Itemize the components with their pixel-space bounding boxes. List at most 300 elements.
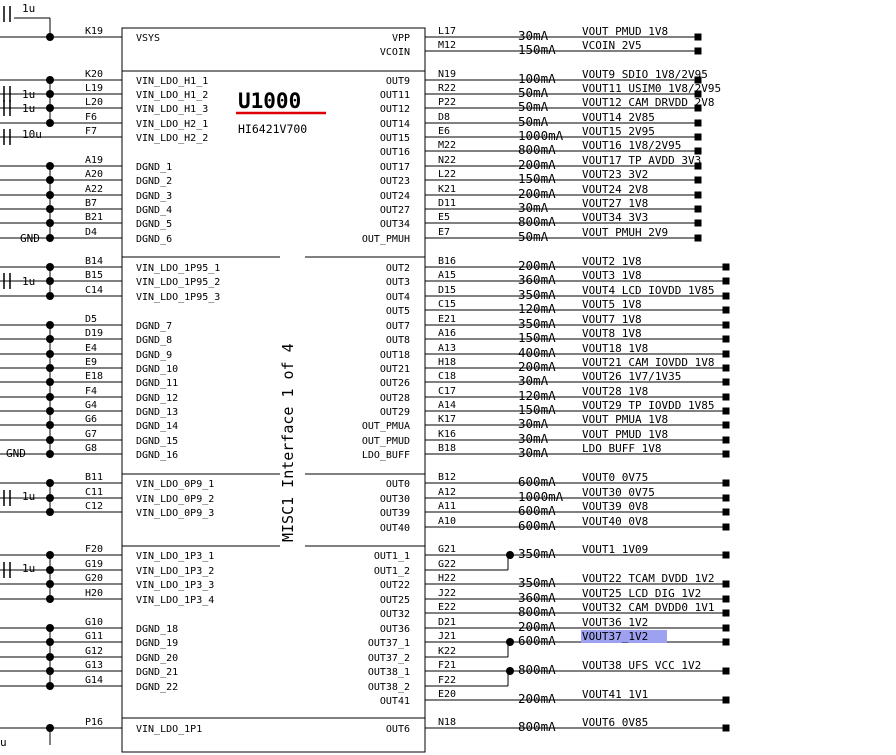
left-pad-number: F4 — [85, 386, 98, 397]
current-rating: 1000mA — [518, 128, 564, 143]
left-pad-number: B21 — [85, 212, 104, 223]
junction-dot — [46, 176, 54, 184]
right-pin-name: OUT27 — [379, 205, 410, 216]
left-pad-number: P16 — [85, 717, 104, 728]
left-pad-number: K19 — [85, 26, 104, 37]
left-pad-number: G6 — [85, 414, 98, 425]
current-rating: 30mA — [518, 416, 549, 431]
net-label[interactable]: VOUT41_1V1 — [582, 688, 649, 701]
net-terminal — [723, 668, 730, 675]
right-pin-name: OUT_PMUD — [361, 436, 410, 447]
right-pad-number: A14 — [438, 400, 457, 411]
net-label[interactable]: VOUT_PMUD_1V8 — [582, 25, 669, 38]
left-pin-name: VIN_LDO_0P9_2 — [136, 494, 215, 505]
left-pin-name: DGND_4 — [136, 205, 173, 216]
current-rating: 400mA — [518, 345, 556, 360]
net-terminal — [723, 596, 730, 603]
net-terminal — [723, 552, 730, 559]
net-label[interactable]: VOUT8_1V8 — [582, 327, 642, 340]
junction-dot — [46, 219, 54, 227]
left-pin-name: DGND_11 — [136, 378, 179, 389]
current-rating: 600mA — [518, 633, 556, 648]
net-label[interactable]: VOUT34_3V3 — [582, 211, 649, 224]
left-pad-number: D19 — [85, 328, 104, 339]
right-pad-number: H22 — [438, 573, 457, 584]
net-terminal — [695, 206, 702, 213]
left-pad-number: L19 — [85, 83, 104, 94]
right-pad-number: B12 — [438, 472, 457, 483]
left-pin-name: DGND_2 — [136, 176, 173, 187]
current-rating: 50mA — [518, 85, 549, 100]
junction-dot — [46, 595, 54, 603]
net-label[interactable]: VOUT4_LCD_IOVDD_1V85 — [582, 284, 715, 297]
current-rating: 200mA — [518, 186, 556, 201]
net-label[interactable]: VOUT1_1V09 — [582, 543, 649, 556]
right-pin-name: OUT26 — [379, 378, 410, 389]
current-rating: 350mA — [518, 287, 556, 302]
left-pin-name: DGND_16 — [136, 450, 179, 461]
junction-dot — [46, 653, 54, 661]
right-pad-number: N18 — [438, 717, 457, 728]
right-pin-name: OUT29 — [379, 407, 410, 418]
net-label[interactable]: VOUT28_1V8 — [582, 385, 649, 398]
net-terminal — [695, 120, 702, 127]
capacitor-value: 10u — [22, 128, 42, 141]
symbol-title: MISC1 Interface 1 of 4 — [279, 343, 297, 542]
right-pad-number: F21 — [438, 660, 457, 671]
left-pin-name: VIN_LDO_0P9_3 — [136, 508, 215, 519]
left-pad-number: F7 — [85, 126, 98, 137]
right-pad-number: M12 — [438, 40, 457, 51]
current-rating: 200mA — [518, 619, 556, 634]
left-pad-number: F20 — [85, 544, 104, 555]
left-pin-name: VIN_LDO_H1_2 — [136, 90, 209, 101]
junction-dot — [46, 162, 54, 170]
net-label[interactable]: VOUT22_TCAM_DVDD_1V2 — [582, 572, 715, 585]
right-pin-name: LDO_BUFF — [361, 450, 410, 461]
junction-dot — [46, 321, 54, 329]
net-terminal — [695, 220, 702, 227]
net-terminal — [723, 495, 730, 502]
current-rating: 350mA — [518, 546, 556, 561]
net-terminal — [723, 408, 730, 415]
net-terminal — [723, 524, 730, 531]
left-pad-number: H20 — [85, 588, 104, 599]
right-pin-name: OUT9 — [385, 76, 410, 87]
current-rating: 50mA — [518, 99, 549, 114]
net-terminal — [723, 351, 730, 358]
net-terminal — [723, 451, 730, 458]
junction-dot — [46, 494, 54, 502]
right-pin-name: OUT16 — [379, 147, 410, 158]
net-label[interactable]: VOUT38_UFS_VCC_1V2 — [582, 659, 702, 672]
net-label[interactable]: VOUT32_CAM_DVDD0_1V1 — [582, 601, 715, 614]
net-label[interactable]: VOUT17_TP_AVDD_3V3 — [582, 154, 702, 167]
net-terminal — [723, 422, 730, 429]
net-label[interactable]: VOUT27_1V8 — [582, 197, 649, 210]
right-pad-number: C15 — [438, 299, 457, 310]
right-pad-number: D8 — [438, 112, 451, 123]
left-pin-name: DGND_21 — [136, 667, 179, 678]
net-label[interactable]: VOUT24_2V8 — [582, 183, 649, 196]
left-pad-number: G20 — [85, 573, 104, 584]
left-pin-name: VIN_LDO_1P3_3 — [136, 580, 215, 591]
net-label[interactable]: VOUT15_2V95 — [582, 125, 655, 138]
right-pin-name: OUT37_2 — [367, 653, 410, 664]
left-pad-number: B15 — [85, 270, 104, 281]
junction-dot — [46, 479, 54, 487]
net-label[interactable]: VOUT2_1V8 — [582, 255, 642, 268]
left-pad-number: G8 — [85, 443, 98, 454]
net-terminal — [723, 610, 730, 617]
current-rating: 150mA — [518, 42, 556, 57]
right-pin-name: OUT1_1 — [373, 551, 410, 562]
right-pin-name: OUT7 — [385, 321, 410, 332]
net-terminal — [723, 725, 730, 732]
current-rating: 120mA — [518, 301, 556, 316]
left-pad-number: A20 — [85, 169, 104, 180]
right-pad-number: D21 — [438, 617, 457, 628]
left-pad-number: E4 — [85, 343, 98, 354]
junction-dot — [46, 364, 54, 372]
net-label[interactable]: VOUT39_0V8 — [582, 500, 649, 513]
left-pad-number: D4 — [85, 227, 98, 238]
current-rating: 600mA — [518, 503, 556, 518]
left-pin-name: VIN_LDO_1P3_4 — [136, 595, 215, 606]
right-pad-number: G22 — [438, 559, 457, 570]
left-pad-number: C12 — [85, 501, 104, 512]
net-label[interactable]: VCOIN_2V5 — [582, 39, 642, 52]
right-pin-name: VPP — [391, 33, 410, 44]
current-rating: 30mA — [518, 200, 549, 215]
right-pin-name: OUT25 — [379, 595, 410, 606]
right-pad-number: A13 — [438, 343, 457, 354]
net-label[interactable]: VOUT3_1V8 — [582, 269, 642, 282]
right-pad-number: C17 — [438, 386, 457, 397]
capacitor-value: 1u — [22, 102, 36, 115]
right-pin-name: OUT28 — [379, 393, 410, 404]
net-terminal — [723, 307, 730, 314]
junction-dot — [46, 450, 54, 458]
right-pin-name: OUT_PMUH — [361, 234, 410, 245]
left-pin-name: VIN_LDO_0P9_1 — [136, 479, 215, 490]
net-label[interactable]: VOUT23_3V2 — [582, 168, 649, 181]
left-pin-name: VIN_LDO_1P95_3 — [136, 292, 221, 303]
right-pad-number: L17 — [438, 26, 457, 37]
right-pin-name: OUT12 — [379, 104, 410, 115]
right-pad-number: K22 — [438, 646, 457, 657]
junction-dot — [46, 234, 54, 242]
right-pad-number: A10 — [438, 516, 457, 527]
right-pin-name: OUT3 — [385, 277, 410, 288]
right-pin-name: OUT38_2 — [367, 682, 410, 693]
current-rating: 200mA — [518, 157, 556, 172]
left-pad-number: G4 — [85, 400, 98, 411]
right-pad-number: B16 — [438, 256, 457, 267]
left-pin-name: DGND_6 — [136, 234, 173, 245]
current-rating: 800mA — [518, 662, 556, 677]
net-label[interactable]: VOUT6_0V85 — [582, 716, 649, 729]
right-pad-number: E7 — [438, 227, 451, 238]
junction-dot — [46, 436, 54, 444]
right-pad-number: A11 — [438, 501, 457, 512]
net-label[interactable]: VOUT26_1V7/1V35 — [582, 370, 682, 383]
current-rating: 30mA — [518, 373, 549, 388]
junction-dot — [506, 551, 514, 559]
capacitor-value: 1u — [22, 490, 36, 503]
left-pad-number: G7 — [85, 429, 98, 440]
net-label[interactable]: VOUT25_LCD_DIG_1V2 — [582, 587, 702, 600]
current-rating: 30mA — [518, 431, 549, 446]
left-pin-name: VIN_LDO_H1_3 — [136, 104, 209, 115]
left-pad-number: F6 — [85, 112, 98, 123]
net-label[interactable]: VOUT21_CAM_IOVDD_1V8 — [582, 356, 715, 369]
net-label[interactable]: VOUT7_1V8 — [582, 313, 642, 326]
left-pin-name: VIN_LDO_H1_1 — [136, 76, 209, 87]
right-pad-number: P22 — [438, 97, 457, 108]
current-rating: 360mA — [518, 590, 556, 605]
net-terminal — [695, 134, 702, 141]
right-pin-name: OUT21 — [379, 364, 410, 375]
capacitor-value: 1u — [22, 88, 36, 101]
net-label[interactable]: VOUT9_SDIO_1V8/2V95 — [582, 68, 708, 81]
junction-dot — [506, 667, 514, 675]
current-rating: 350mA — [518, 575, 556, 590]
right-pin-name: OUT17 — [379, 162, 410, 173]
right-pin-name: OUT22 — [379, 580, 410, 591]
capacitor-value: 1u — [22, 562, 36, 575]
left-pad-number: C14 — [85, 285, 104, 296]
net-terminal — [695, 192, 702, 199]
current-rating: 50mA — [518, 114, 549, 129]
right-pad-number: E6 — [438, 126, 451, 137]
right-pad-number: E22 — [438, 602, 457, 613]
right-pin-name: OUT37_1 — [367, 638, 410, 649]
net-label[interactable]: VOUT0_0V75 — [582, 471, 649, 484]
net-terminal — [723, 264, 730, 271]
right-pad-number: C18 — [438, 371, 457, 382]
right-pin-name: OUT1_2 — [373, 566, 410, 577]
capacitor-value: 1u — [22, 2, 36, 15]
right-pin-name: OUT_PMUA — [361, 421, 410, 432]
net-terminal — [723, 322, 730, 329]
current-rating: 800mA — [518, 604, 556, 619]
junction-dot — [46, 33, 54, 41]
current-rating: 200mA — [518, 691, 556, 706]
right-pad-number: E21 — [438, 314, 457, 325]
current-rating: 100mA — [518, 71, 556, 86]
left-pad-number: L20 — [85, 97, 104, 108]
junction-dot — [46, 263, 54, 271]
right-pad-number: D11 — [438, 198, 457, 209]
left-pin-name: DGND_13 — [136, 407, 179, 418]
left-pin-name: DGND_5 — [136, 219, 173, 230]
net-terminal — [723, 293, 730, 300]
net-terminal — [723, 581, 730, 588]
current-rating: 200mA — [518, 258, 556, 273]
current-rating: 150mA — [518, 330, 556, 345]
current-rating: 600mA — [518, 518, 556, 533]
net-label[interactable]: VOUT14_2V85 — [582, 111, 655, 124]
right-pin-name: OUT24 — [379, 191, 410, 202]
left-pad-number: G12 — [85, 646, 104, 657]
net-label[interactable]: VOUT_PMUH_2V9 — [582, 226, 669, 239]
left-pad-number: G11 — [85, 631, 104, 642]
net-label[interactable]: VOUT_PMUA_1V8 — [582, 413, 669, 426]
right-pin-name: OUT6 — [385, 724, 410, 735]
capacitor-value: 1u — [22, 275, 36, 288]
net-label[interactable]: VOUT30_0V75 — [582, 486, 655, 499]
current-rating: 200mA — [518, 359, 556, 374]
right-pad-number: A15 — [438, 270, 457, 281]
right-pin-name: VCOIN — [379, 47, 410, 58]
part-number: HI6421V700 — [238, 122, 308, 136]
right-pad-number: G21 — [438, 544, 457, 555]
right-pin-name: OUT32 — [379, 609, 410, 620]
current-rating: 150mA — [518, 402, 556, 417]
left-pin-name: DGND_10 — [136, 364, 179, 375]
right-pin-name: OUT30 — [379, 494, 410, 505]
left-pad-number: C11 — [85, 487, 104, 498]
net-terminal — [695, 177, 702, 184]
left-pin-name: DGND_22 — [136, 682, 179, 693]
current-rating: 800mA — [518, 142, 556, 157]
net-terminal — [723, 278, 730, 285]
junction-dot — [506, 638, 514, 646]
net-label[interactable]: VOUT5_1V8 — [582, 298, 642, 311]
right-pad-number: E5 — [438, 212, 451, 223]
right-pin-name: OUT40 — [379, 523, 410, 534]
right-pad-number: H18 — [438, 357, 457, 368]
right-pad-number: N19 — [438, 69, 457, 80]
junction-dot — [46, 335, 54, 343]
net-terminal — [723, 625, 730, 632]
left-pin-name: DGND_15 — [136, 436, 179, 447]
net-label[interactable]: VOUT40_0V8 — [582, 515, 649, 528]
right-pin-name: OUT2 — [385, 263, 410, 274]
right-pad-number: K17 — [438, 414, 457, 425]
current-rating: 350mA — [518, 316, 556, 331]
right-pad-number: B18 — [438, 443, 457, 454]
left-pad-number: E18 — [85, 371, 104, 382]
left-pin-name: DGND_7 — [136, 321, 173, 332]
left-pad-number: G19 — [85, 559, 104, 570]
right-pin-name: OUT0 — [385, 479, 410, 490]
right-pin-name: OUT23 — [379, 176, 410, 187]
labels-layer — [0, 2, 721, 749]
net-terminal — [723, 336, 730, 343]
left-pin-name: DGND_12 — [136, 393, 179, 404]
current-rating: 30mA — [518, 28, 549, 43]
junction-dot — [46, 407, 54, 415]
junction-dot — [46, 624, 54, 632]
ground-label: GND — [20, 232, 40, 245]
left-pin-name: VIN_LDO_1P95_2 — [136, 277, 221, 288]
right-pad-number: F22 — [438, 675, 457, 686]
right-pin-name: OUT38_1 — [367, 667, 410, 678]
right-pin-name: OUT41 — [379, 696, 410, 707]
left-pin-name: VIN_LDO_1P1 — [136, 724, 203, 735]
net-label[interactable]: VOUT_PMUD_1V8 — [582, 428, 669, 441]
right-pin-name: OUT8 — [385, 335, 410, 346]
net-terminal — [723, 480, 730, 487]
left-pad-number: A19 — [85, 155, 104, 166]
left-pin-name: DGND_18 — [136, 624, 179, 635]
right-pin-name: OUT14 — [379, 119, 410, 130]
junction-dot — [46, 191, 54, 199]
ground-label: GND — [6, 447, 26, 460]
net-label[interactable]: VOUT12_CAM_DRVDD_2V8 — [582, 96, 715, 109]
junction-dot — [46, 292, 54, 300]
right-pad-number: D15 — [438, 285, 457, 296]
net-terminal — [695, 48, 702, 55]
left-pin-name: VIN_LDO_H2_1 — [136, 119, 209, 130]
left-pin-name: DGND_9 — [136, 350, 173, 361]
right-pad-number: L22 — [438, 169, 457, 180]
current-rating: 30mA — [518, 445, 549, 460]
net-terminal — [723, 697, 730, 704]
current-rating: 120mA — [518, 388, 556, 403]
junction-dot — [46, 350, 54, 358]
left-pin-name: VSYS — [136, 33, 161, 44]
junction-dot — [46, 638, 54, 646]
left-pin-name: DGND_1 — [136, 162, 173, 173]
net-label[interactable]: VOUT11_USIM0_1V8/2V95 — [582, 82, 722, 95]
junction-dot — [46, 277, 54, 285]
left-pad-number: G13 — [85, 660, 104, 671]
net-terminal — [723, 509, 730, 516]
net-label[interactable]: VOUT36_1V2 — [582, 616, 649, 629]
right-pin-name: OUT18 — [379, 350, 410, 361]
junction-dot — [46, 566, 54, 574]
right-pad-number: N22 — [438, 155, 457, 166]
left-pad-number: B7 — [85, 198, 98, 209]
net-label[interactable]: VOUT16_1V8/2V95 — [582, 139, 682, 152]
right-pin-name: OUT39 — [379, 508, 410, 519]
net-label[interactable]: VOUT29_TP_IOVDD_1V85 — [582, 399, 715, 412]
right-pin-name: OUT11 — [379, 90, 410, 101]
right-pad-number: J21 — [438, 631, 457, 642]
selected-net-label[interactable]: VOUT37_1V2 — [582, 630, 649, 643]
current-rating: 800mA — [518, 214, 556, 229]
net-terminal — [723, 365, 730, 372]
right-pin-name: OUT4 — [385, 292, 410, 303]
net-label[interactable]: VOUT18_1V8 — [582, 342, 649, 355]
right-pin-name: OUT5 — [385, 306, 410, 317]
left-pad-number: K20 — [85, 69, 104, 80]
left-pad-number: G10 — [85, 617, 104, 628]
capacitor-value: u — [0, 736, 7, 749]
left-pin-name: VIN_LDO_1P3_1 — [136, 551, 215, 562]
left-pad-number: A22 — [85, 184, 104, 195]
net-terminal — [723, 437, 730, 444]
right-pad-number: K16 — [438, 429, 457, 440]
net-label[interactable]: LDO_BUFF_1V8 — [582, 442, 662, 455]
net-terminal — [723, 379, 730, 386]
current-rating: 360mA — [518, 272, 556, 287]
right-pad-number: A16 — [438, 328, 457, 339]
junction-dot — [46, 667, 54, 675]
junction-dot — [46, 508, 54, 516]
right-pad-number: E20 — [438, 689, 457, 700]
left-pin-name: VIN_LDO_1P95_1 — [136, 263, 221, 274]
reference-designator: U1000 — [238, 89, 302, 113]
left-pin-name: DGND_8 — [136, 335, 173, 346]
junction-dot — [46, 393, 54, 401]
right-pin-name: OUT36 — [379, 624, 410, 635]
right-pad-number: R22 — [438, 83, 457, 94]
right-pad-number: A12 — [438, 487, 457, 498]
